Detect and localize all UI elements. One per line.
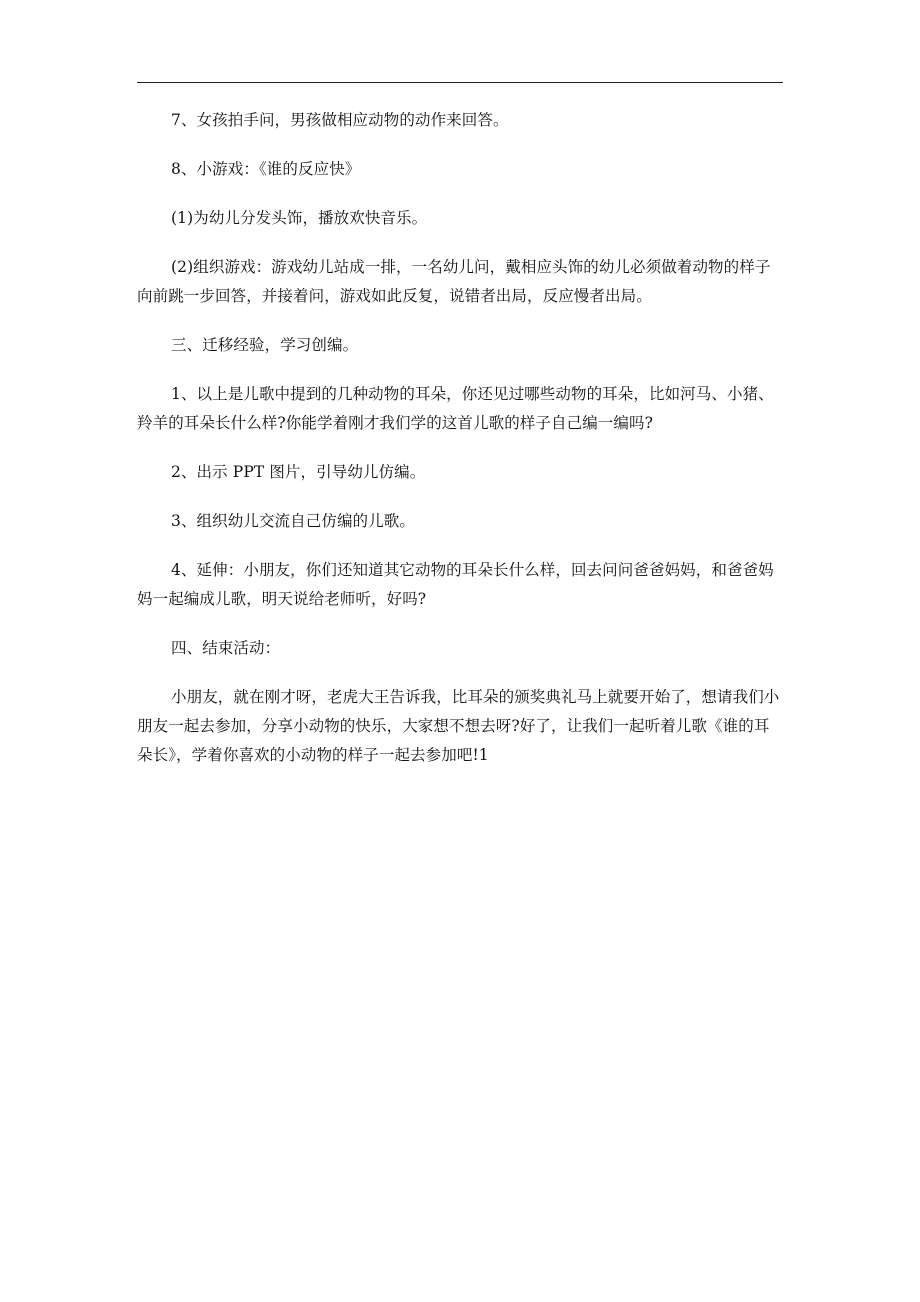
- paragraph-substep-2: (2)组织游戏：游戏幼儿站成一排，一名幼儿问，戴相应头饰的幼儿必须做着动物的样子向前跳一步回答，并接着问，游戏如此反复，说错者出局，反应慢者出局。: [137, 258, 771, 305]
- paragraph-item-2: 2、出示 PPT 图片，引导幼儿仿编。: [171, 463, 426, 481]
- document-body: [137, 106, 783, 790]
- paragraph-substep-1: (1)为幼儿分发头饰，播放欢快音乐。: [171, 209, 428, 227]
- section-heading-3: 三、迁移经验，学习创编。: [171, 336, 359, 354]
- paragraph-item-1: 1、以上是儿歌中提到的几种动物的耳朵，你还见过哪些动物的耳朵，比如河马、小猪、羚羊的耳朵长什么样?你能学着刚才我们学的这首儿歌的样子自己编一编吗?: [137, 385, 774, 432]
- paragraph-step-8: 8、小游戏：《谁的反应快》: [171, 160, 361, 178]
- header-rule: [137, 82, 783, 83]
- paragraph-closing: 小朋友，就在刚才呀，老虎大王告诉我，比耳朵的颁奖典礼马上就要开始了，想请我们小朋友一起去参加，分享小动物的快乐，大家想不想去呀?好了，让我们一起听着儿歌《谁的耳朵长》，学着你喜欢的小动物的样子一起去参加吧!1: [137, 688, 780, 764]
- paragraph-item-4: 4、延伸：小朋友，你们还知道其它动物的耳朵长什么样，回去问问爸爸妈妈，和爸爸妈妈一起编成儿歌，明天说给老师听，好吗?: [137, 561, 774, 608]
- paragraph-step-7: 7、女孩拍手问，男孩做相应动物的动作来回答。: [171, 111, 509, 129]
- section-heading-4: 四、结束活动：: [171, 639, 281, 657]
- paragraph-item-3: 3、组织幼儿交流自己仿编的儿歌。: [171, 512, 415, 530]
